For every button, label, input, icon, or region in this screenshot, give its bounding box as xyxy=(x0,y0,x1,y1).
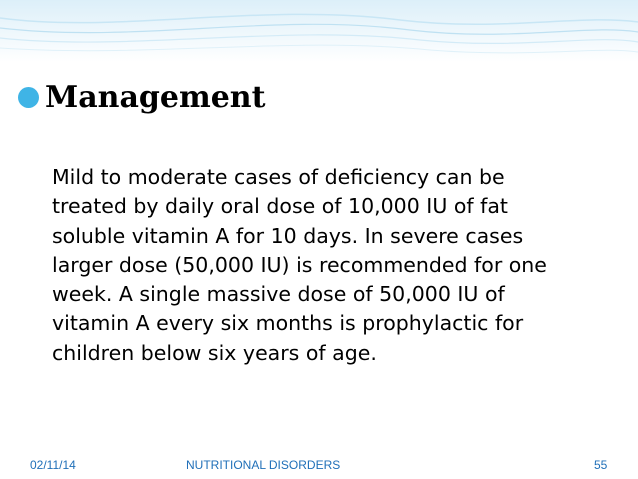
slide-heading xyxy=(18,80,265,115)
wave-pattern-icon xyxy=(0,0,638,62)
footer-title: NUTRITIONAL DISORDERS xyxy=(186,458,341,472)
footer-date: 02/11/14 xyxy=(30,458,76,472)
body-line: week. A single massive dose of 50,000 IU of xyxy=(52,282,505,307)
heading-text: Management xyxy=(45,80,266,115)
decorative-header-band xyxy=(0,0,638,62)
body-line: soluble vitamin A for 10 days. In severe cases xyxy=(52,223,524,248)
body-line: larger dose (50,000 IU) is recommended for one xyxy=(52,252,547,277)
body-line: treated by daily oral dose of 10,000 IU of fat xyxy=(52,194,508,219)
footer-page-number: 55 xyxy=(594,458,608,472)
body-paragraph xyxy=(52,163,592,368)
bullet-icon xyxy=(18,87,39,108)
body-line: vitamin A every six months is prophylactic for xyxy=(52,311,524,336)
body-line: Mild to moderate cases of deficiency can be xyxy=(52,165,505,189)
body-line: children below six years of age. xyxy=(52,340,377,365)
